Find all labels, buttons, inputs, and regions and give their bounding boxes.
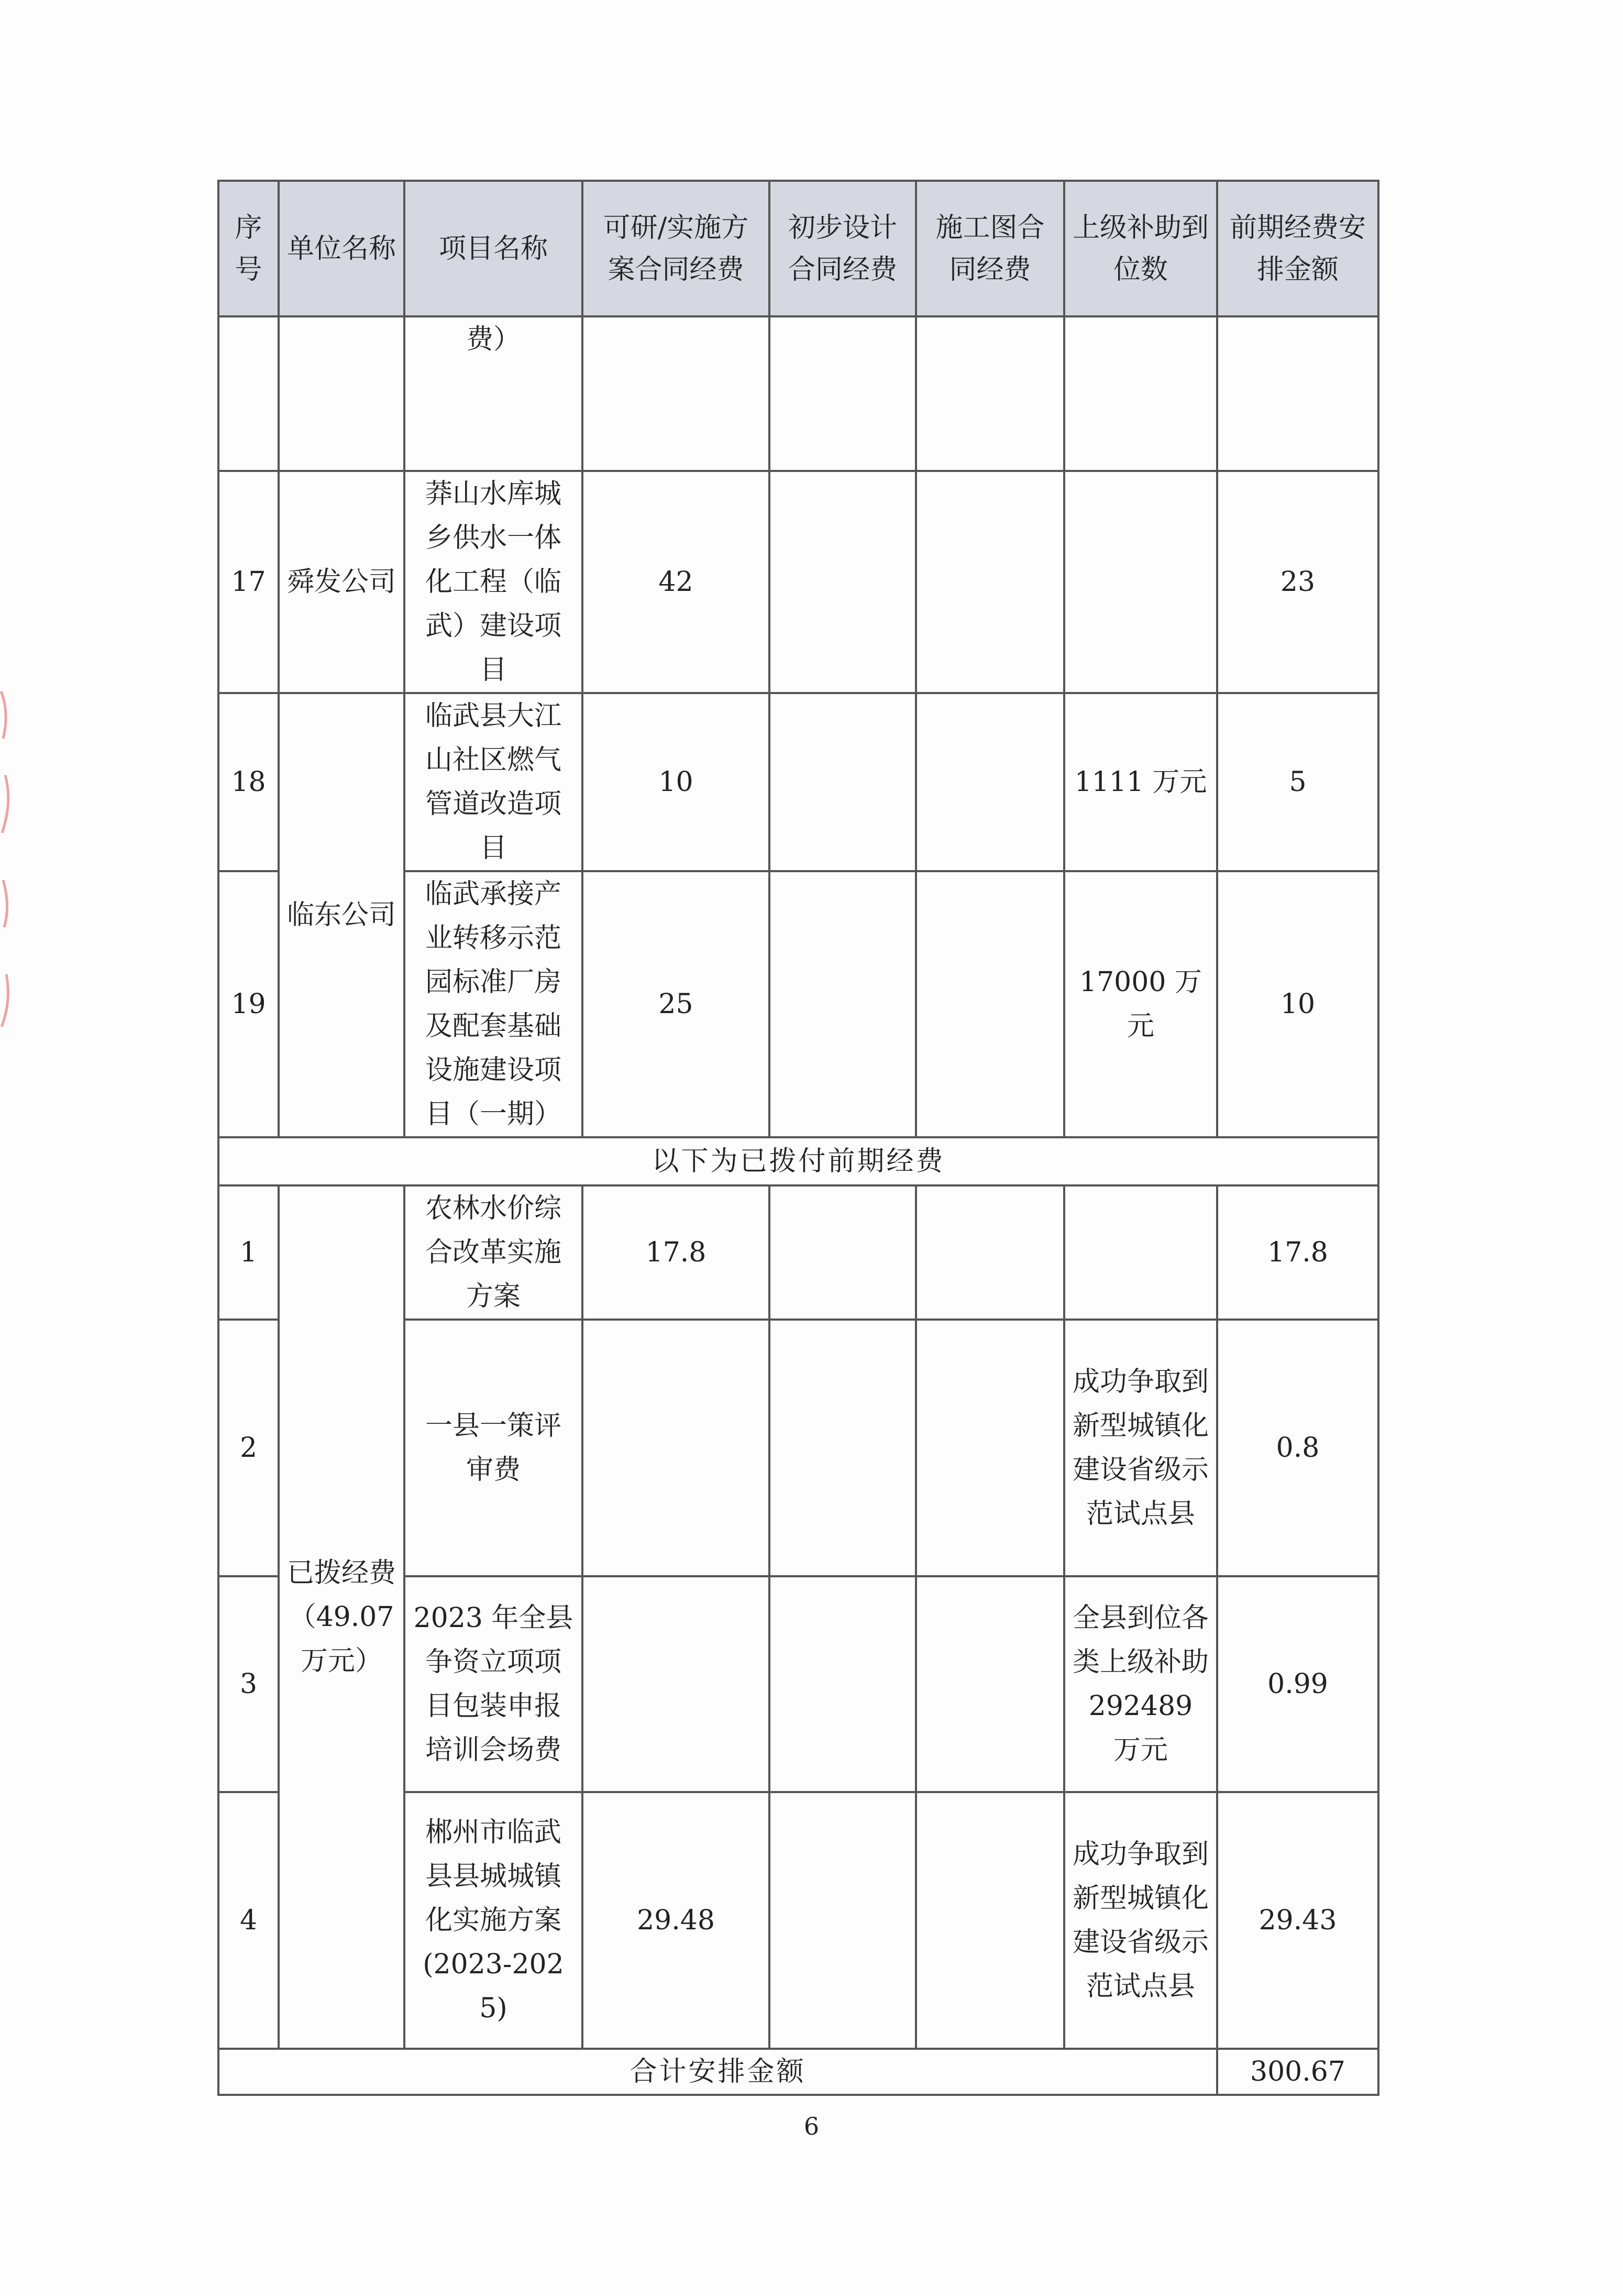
cell-seq: 18 bbox=[218, 693, 279, 871]
cell-prelim bbox=[769, 1576, 916, 1792]
cell-project bbox=[404, 316, 582, 471]
cell-project-text: 费） bbox=[466, 324, 521, 355]
cell-feasibility: 10 bbox=[582, 693, 769, 871]
cell-subsidy: 17000 万元 bbox=[1064, 871, 1217, 1137]
total-label: 合计安排金额 bbox=[218, 2049, 1217, 2095]
cell-construction bbox=[916, 1576, 1064, 1792]
cell-project: 莽山水库城乡供水一体化工程（临武）建设项目 bbox=[404, 471, 582, 693]
cell-amount: 0.8 bbox=[1217, 1320, 1378, 1576]
header-project: 项目名称 bbox=[404, 181, 582, 316]
total-value: 300.67 bbox=[1217, 2049, 1378, 2095]
cell-subsidy: 成功争取到新型城镇化建设省级示范试点县 bbox=[1064, 1792, 1217, 2049]
cell-project: 2023 年全县争资立项项目包装申报培训会场费 bbox=[404, 1576, 582, 1792]
page-number: 6 bbox=[803, 2112, 820, 2140]
cell-construction bbox=[916, 316, 1064, 471]
cell-construction bbox=[916, 1185, 1064, 1320]
table-header-row bbox=[218, 181, 1378, 316]
cell-prelim bbox=[769, 1792, 916, 2049]
cell-project: 临武承接产业转移示范园标准厂房及配套基础设施建设项目（一期） bbox=[404, 871, 582, 1137]
cell-feasibility bbox=[582, 1320, 769, 1576]
cell-feasibility: 25 bbox=[582, 871, 769, 1137]
cell-feasibility: 42 bbox=[582, 471, 769, 693]
cell-subsidy: 成功争取到新型城镇化建设省级示范试点县 bbox=[1064, 1320, 1217, 1576]
header-seq: 序号 bbox=[218, 181, 279, 316]
cell-unit-group: 已拨经费（49.07 万元） bbox=[279, 1185, 404, 2049]
cell-prelim bbox=[769, 471, 916, 693]
cell-amount: 23 bbox=[1217, 471, 1378, 693]
cell-project: 临武县大江山社区燃气管道改造项目 bbox=[404, 693, 582, 871]
cell-prelim bbox=[769, 1320, 916, 1576]
header-feasibility: 可研/实施方案合同经费 bbox=[582, 181, 769, 316]
cell-amount: 5 bbox=[1217, 693, 1378, 871]
cell-construction bbox=[916, 471, 1064, 693]
section-title: 以下为已拨付前期经费 bbox=[218, 1137, 1378, 1185]
cell-construction bbox=[916, 871, 1064, 1137]
cell-amount: 29.43 bbox=[1217, 1792, 1378, 2049]
cell-amount bbox=[1217, 316, 1378, 471]
cell-unit: 舜发公司 bbox=[279, 471, 404, 693]
cell-project: 郴州市临武县县城城镇化实施方案(2023-2025) bbox=[404, 1792, 582, 2049]
cell-feasibility bbox=[582, 316, 769, 471]
cell-seq: 4 bbox=[218, 1792, 279, 2049]
cell-feasibility: 17.8 bbox=[582, 1185, 769, 1320]
cell-seq: 3 bbox=[218, 1576, 279, 1792]
cell-prelim bbox=[769, 316, 916, 471]
cell-subsidy bbox=[1064, 471, 1217, 693]
cell-seq: 17 bbox=[218, 471, 279, 693]
table-row bbox=[218, 1185, 1378, 1320]
section-row bbox=[218, 1137, 1378, 1185]
cell-project: 一县一策评审费 bbox=[404, 1320, 582, 1576]
cell-amount: 10 bbox=[1217, 871, 1378, 1137]
table-row bbox=[218, 471, 1378, 693]
header-unit: 单位名称 bbox=[279, 181, 404, 316]
cell-subsidy: 1111 万元 bbox=[1064, 693, 1217, 871]
cell-construction bbox=[916, 1320, 1064, 1576]
total-row bbox=[218, 2049, 1378, 2095]
cell-unit: 临东公司 bbox=[279, 693, 404, 1137]
header-amount: 前期经费安排金额 bbox=[1217, 181, 1378, 316]
cell-prelim bbox=[769, 871, 916, 1137]
cell-subsidy bbox=[1064, 1185, 1217, 1320]
table-row-continuation bbox=[218, 316, 1378, 471]
cell-prelim bbox=[769, 693, 916, 871]
cell-seq: 1 bbox=[218, 1185, 279, 1320]
funding-table bbox=[217, 180, 1379, 2096]
cell-prelim bbox=[769, 1185, 916, 1320]
cell-subsidy bbox=[1064, 316, 1217, 471]
table-row bbox=[218, 693, 1378, 871]
cell-construction bbox=[916, 693, 1064, 871]
cell-project: 农林水价综合改革实施方案 bbox=[404, 1185, 582, 1320]
cell-feasibility: 29.48 bbox=[582, 1792, 769, 2049]
cell-unit bbox=[279, 316, 404, 471]
cell-seq bbox=[218, 316, 279, 471]
cell-construction bbox=[916, 1792, 1064, 2049]
cell-seq: 19 bbox=[218, 871, 279, 1137]
header-subsidy: 上级补助到位数 bbox=[1064, 181, 1217, 316]
cell-seq: 2 bbox=[218, 1320, 279, 1576]
cell-subsidy: 全县到位各类上级补助 292489 万元 bbox=[1064, 1576, 1217, 1792]
header-construction: 施工图合同经费 bbox=[916, 181, 1064, 316]
cell-feasibility bbox=[582, 1576, 769, 1792]
red-seal-edge bbox=[0, 681, 16, 1037]
header-prelim: 初步设计合同经费 bbox=[769, 181, 916, 316]
cell-amount: 0.99 bbox=[1217, 1576, 1378, 1792]
cell-amount: 17.8 bbox=[1217, 1185, 1378, 1320]
